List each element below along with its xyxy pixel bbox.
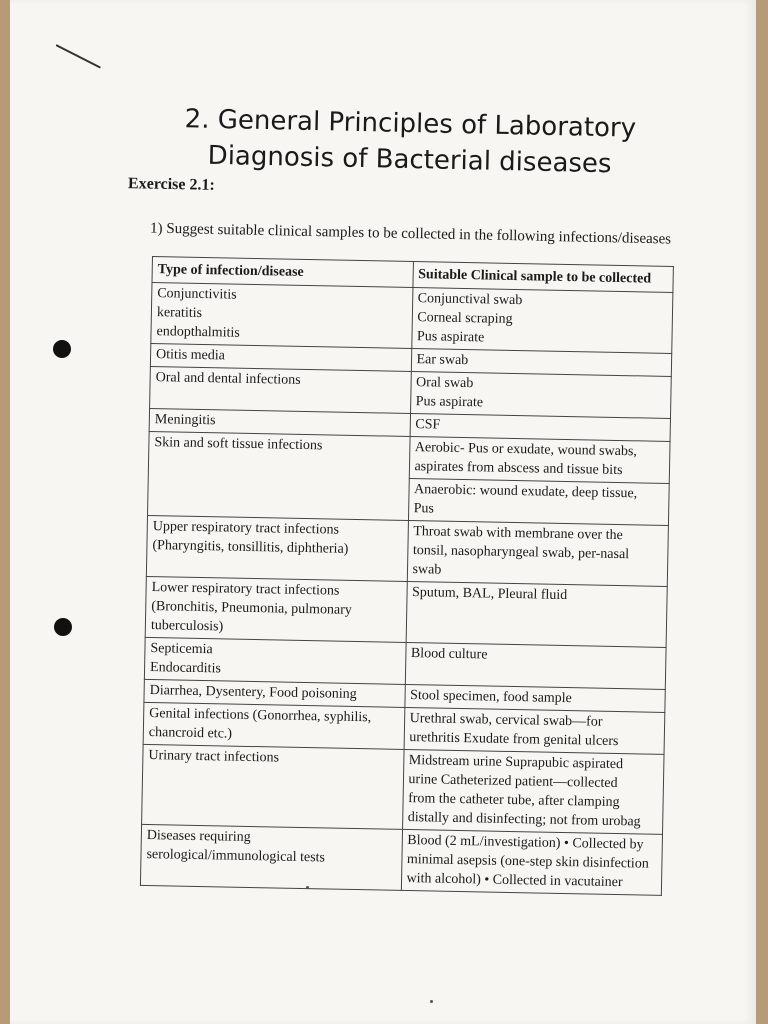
sample-cell — [407, 520, 669, 586]
cell-text-line: Upper respiratory tract infections — [152, 519, 340, 538]
cell-text-line: tonsil, nasopharyngeal swab, per-nasal — [412, 543, 630, 563]
cell-text-line: Septicemia — [150, 641, 213, 658]
punch-hole — [53, 340, 71, 358]
table-row — [148, 431, 670, 483]
cell-text-line: Lower respiratory tract infections — [151, 580, 340, 599]
table-row — [145, 576, 667, 647]
page-title — [129, 100, 690, 184]
column-header: Type of infection/disease — [152, 257, 413, 288]
cell-text-line: tuberculosis) — [150, 618, 224, 635]
disease-cell — [143, 702, 404, 749]
cell-text-line: serological/immunological tests — [146, 847, 326, 866]
disease-cell — [145, 576, 407, 642]
disease-cell — [142, 744, 404, 829]
title-line: Diagnosis of Bacterial diseases — [207, 140, 612, 180]
table-row — [140, 824, 662, 895]
samples-table — [140, 256, 674, 896]
cell-text-line: Urethral swab, cervical swab—for — [409, 711, 603, 730]
cell-text-line: Corneal scraping — [417, 310, 513, 327]
cell-text-line: distally and disinfecting; not from urobag — [407, 810, 641, 830]
disease-cell — [150, 366, 411, 413]
cell-text-line: minimal asepsis (one-step skin disinfection — [406, 852, 649, 872]
cell-text-line: endopthalmitis — [156, 324, 240, 341]
cell-text-line: CSF — [415, 417, 441, 433]
speck — [306, 886, 309, 889]
sample-cell — [404, 707, 665, 754]
table-body — [140, 283, 672, 896]
exercise-heading: Exercise 2.1: — [127, 175, 215, 194]
punch-hole — [54, 618, 72, 636]
cell-text-line: Skin and soft tissue infections — [154, 435, 323, 454]
cell-text-line: Aerobic- Pus or exudate, wound swabs, — [414, 440, 637, 460]
table-row — [151, 283, 673, 354]
document-page — [10, 0, 756, 1024]
sample-cell — [401, 829, 663, 895]
samples-table-container — [140, 256, 674, 896]
cell-text-line: swab — [412, 562, 442, 578]
sample-cell — [406, 581, 668, 647]
cell-text-line: Otitis media — [155, 347, 226, 364]
cell-text-line: Ear swab — [416, 352, 469, 369]
cell-text-line: Sputum, BAL, Pleural fluid — [411, 585, 568, 604]
cell-text-line: Conjunctival swab — [417, 291, 523, 309]
cell-text-line: urine Catheterized patient—collected — [408, 772, 618, 792]
title-line: 2. General Principles of Laboratory — [184, 104, 637, 144]
cell-text-line: Blood (2 mL/investigation) • Collected by — [407, 833, 644, 853]
disease-cell — [144, 637, 405, 684]
cell-text-line: Endocarditis — [149, 660, 221, 677]
disease-cell — [148, 431, 410, 520]
cell-text-line: Conjunctivitis — [157, 286, 237, 303]
question-text: 1) Suggest suitable clinical samples to be collected in the following infections/diseases — [149, 220, 672, 248]
disease-cell — [146, 515, 408, 581]
cell-text-line: Diarrhea, Dysentery, Food poisoning — [149, 683, 357, 703]
sample-cell — [411, 288, 673, 354]
pen-mark — [56, 44, 101, 68]
cell-text-line: Meningitis — [154, 412, 216, 429]
cell-text-line: Pus — [413, 501, 435, 517]
cell-text-line: Anaerobic: wound exudate, deep tissue, — [413, 482, 638, 502]
cell-text-line: Genital infections (Gonorrhea, syphilis, — [149, 706, 372, 726]
cell-text-line: from the catheter tube, after clamping — [407, 791, 620, 811]
cell-text-line: Midstream urine Suprapubic aspirated — [408, 753, 624, 773]
cell-text-line: Pus aspirate — [415, 394, 484, 411]
cell-text-line: Oral swab — [415, 375, 474, 392]
cell-text-line: Pus aspirate — [416, 329, 485, 346]
sample-cell — [408, 478, 669, 525]
cell-text-line: Urinary tract infections — [148, 748, 280, 766]
cell-text-line: Stool specimen, food sample — [409, 688, 572, 707]
sample-cell — [410, 371, 671, 418]
table-row — [142, 744, 664, 834]
speck — [430, 1000, 433, 1003]
disease-cell — [151, 283, 413, 349]
sample-cell — [409, 436, 670, 483]
cell-text-line: Blood culture — [410, 646, 488, 663]
cell-text-line: (Bronchitis, Pneumonia, pulmonary — [151, 599, 353, 618]
column-header: Suitable Clinical sample to be collected — [412, 262, 673, 293]
cell-text-line: Throat swab with membrane over the — [413, 524, 623, 544]
cell-text-line: aspirates from abscess and tissue bits — [414, 459, 623, 479]
cell-text-line: (Pharyngitis, tonsillitis, diphtheria) — [152, 538, 349, 557]
cell-text-line: urethritis Exudate from genital ulcers — [409, 730, 619, 750]
cell-text-line: chancroid etc.) — [148, 725, 233, 742]
cell-text-line: Diseases requiring — [146, 828, 251, 845]
sample-cell — [405, 642, 666, 689]
disease-cell — [140, 824, 402, 890]
sample-cell — [402, 749, 664, 834]
cell-text-line: with alcohol) • Collected in vacutainer — [406, 871, 623, 891]
cell-text-line: Oral and dental infections — [155, 370, 301, 388]
table-row — [146, 515, 668, 586]
cell-text-line: keratitis — [156, 305, 203, 321]
